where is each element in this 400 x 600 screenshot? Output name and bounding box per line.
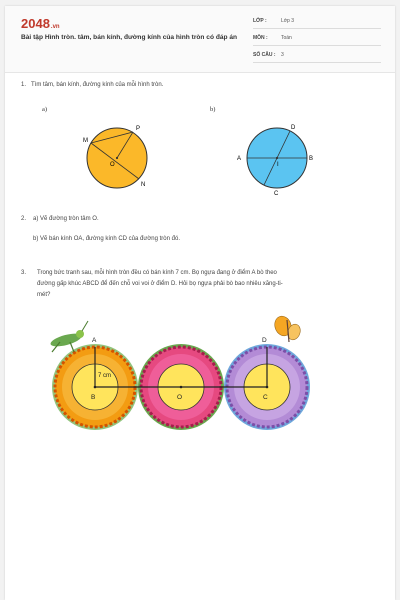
meta-row-subject bbox=[253, 33, 381, 46]
question-1-text: Tìm tâm, bán kính, đường kính của mỗi hình tròn. bbox=[31, 82, 164, 88]
point-label-b: B bbox=[309, 156, 314, 162]
flower-point-label-a: A bbox=[92, 337, 97, 344]
document-title: Bài tập Hình tròn. tâm, bán kính, đường kính của hình tròn có đáp án bbox=[21, 34, 238, 41]
meta-value-count: 3 bbox=[281, 52, 284, 58]
question-2-number: 2. bbox=[21, 216, 27, 222]
flower-point-label-o: O bbox=[177, 394, 183, 401]
point-label-p: P bbox=[136, 126, 141, 132]
question-1-label-a: a) bbox=[42, 106, 48, 113]
meta-value-class: Lớp 3 bbox=[281, 18, 295, 24]
meta-label-class: LỚP : bbox=[253, 18, 267, 24]
site-logo[interactable]: 2048.vn bbox=[21, 16, 60, 31]
point-label-m: M bbox=[83, 138, 88, 144]
figure-flowers bbox=[40, 314, 320, 439]
point-label-c: C bbox=[274, 191, 279, 197]
flower-point-label-c: C bbox=[263, 394, 268, 401]
figure-circle-a bbox=[75, 120, 165, 200]
point-label-n: N bbox=[141, 182, 146, 188]
point-label-i: I bbox=[277, 162, 279, 168]
meta-value-subject: Toán bbox=[281, 35, 292, 41]
question-2-line-b: b) Vẽ bán kính OA, đường kính CD của đường tròn đó. bbox=[33, 236, 180, 242]
question-3-line-3: mét? bbox=[37, 292, 51, 298]
question-3-line-1: Trong bức tranh sau, mỗi hình tròn đều có bán kính 7 cm. Bọ ngựa đang ở điểm A bò theo bbox=[37, 270, 277, 276]
meta-row-class bbox=[253, 16, 381, 29]
point-label-o: O bbox=[110, 162, 115, 168]
flower-point-label-b: B bbox=[91, 394, 96, 401]
point-b bbox=[94, 386, 97, 389]
flower-point-label-d: D bbox=[262, 337, 267, 344]
point-o bbox=[180, 386, 183, 389]
question-3-number: 3. bbox=[21, 270, 27, 276]
question-2-line-a: a) Vẽ đường tròn tâm O. bbox=[33, 216, 99, 222]
worksheet-page bbox=[5, 6, 395, 600]
point-label-d: D bbox=[291, 125, 296, 131]
point-label-a: A bbox=[237, 156, 242, 162]
center-point-o bbox=[116, 157, 118, 159]
meta-row-count bbox=[253, 50, 381, 63]
question-1-label-b: b) bbox=[210, 106, 216, 113]
meta-label-count: SỐ CÂU : bbox=[253, 52, 276, 58]
butterfly-icon bbox=[272, 314, 302, 342]
question-1-number: 1. bbox=[21, 82, 27, 88]
meta-label-subject: MÔN : bbox=[253, 35, 268, 41]
center-point-i bbox=[276, 157, 278, 159]
figure-circle-b bbox=[233, 120, 325, 200]
question-3-line-2: đường gấp khúc ABCD để đến chỗ voi voi ở điểm D. Hỏi bọ ngựa phải bò bao nhiêu xăng-ti- bbox=[37, 281, 283, 287]
radius-label: 7 cm bbox=[98, 373, 112, 379]
worksheet-header bbox=[5, 6, 395, 73]
point-c bbox=[266, 386, 269, 389]
